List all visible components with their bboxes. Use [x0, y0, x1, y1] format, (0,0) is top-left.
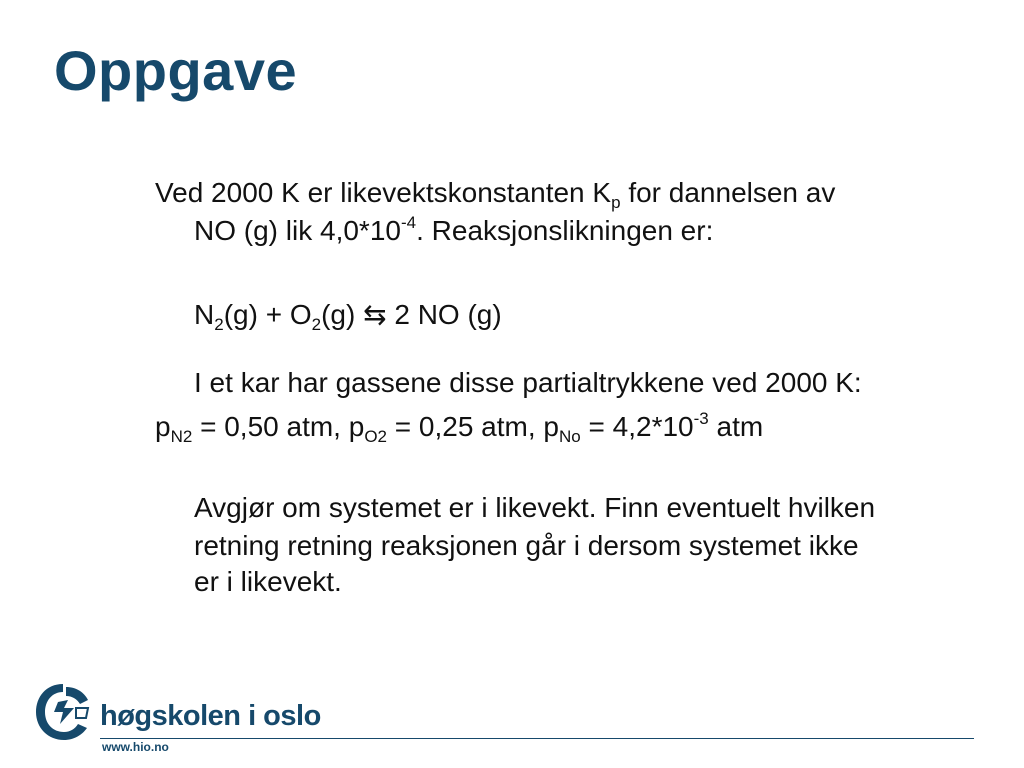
question-line-2: retning retning reaksjonen går i dersom systemet ikke: [194, 530, 859, 561]
equilibrium-arrow-icon: ⇆: [363, 299, 387, 330]
kp-subscript: p: [611, 193, 621, 212]
text-line-3: I et kar har gassene disse partialtrykkene ved 2000 K:: [194, 367, 862, 398]
hio-logo-icon: [30, 678, 96, 742]
school-logo: [30, 678, 370, 768]
logo-text: høgskolen i oslo: [100, 700, 321, 732]
text-line-2: NO (g) lik $4,0*10^{-4}$. Reaksjonslikningen er:: [194, 213, 714, 246]
reaction-equation: $N_2(g) + O_2(g)$ ⇆ 2 NO (g): [194, 299, 502, 334]
footer-divider: [100, 738, 974, 739]
partial-pressures: $p_{N2} = 0,50$ atm, $p_{O2} = 0,25$ atm, $p_{No} = 4,2*10^{-3}$ atm: [155, 409, 764, 446]
text-line-1: Ved 2000 K er likevektskonstanten $K_p$ for dannelsen av: [155, 177, 836, 212]
exponent: -4: [400, 213, 417, 232]
logo-url: www.hio.no: [102, 740, 169, 754]
slide-title: Oppgave: [54, 39, 298, 102]
question-line-1: Avgjør om systemet er i likevekt. Finn eventuelt hvilken: [194, 492, 876, 523]
question-line-3: er i likevekt.: [194, 566, 342, 597]
